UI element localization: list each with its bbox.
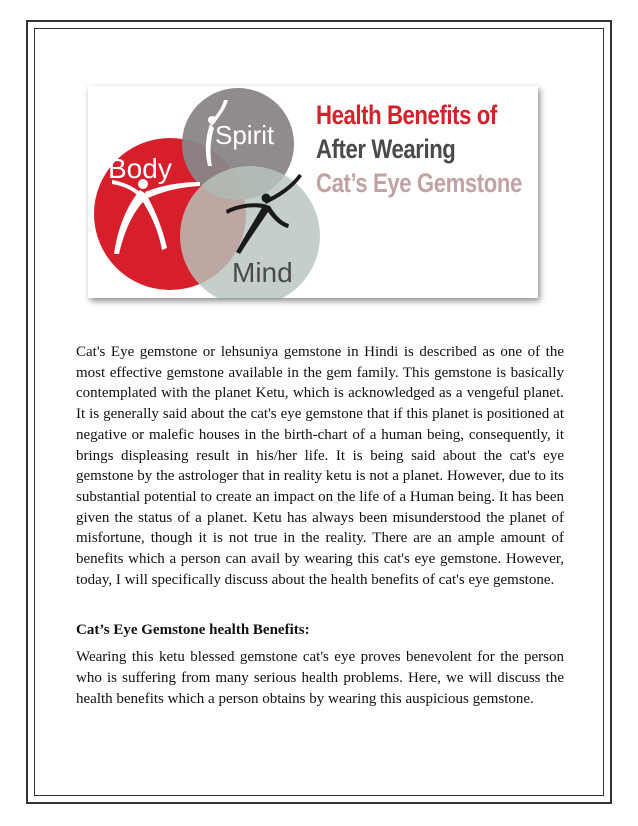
banner-title-line1: Health Benefits of <box>316 100 497 130</box>
mind-label: Mind <box>232 257 293 288</box>
body-paragraph: Wearing this ketu blessed gemstone cat's eye proves benevolent for the person who is suffering from many serious health problems. Here, we will discuss the health benefits which a person obtains by wearing this auspicious gemstone. <box>76 649 564 707</box>
header-banner-image <box>88 86 538 298</box>
body-label: Body <box>108 153 172 184</box>
section-heading: Cat’s Eye Gemstone health Benefits: <box>76 622 310 639</box>
banner-title-line3: Cat’s Eye Gemstone <box>316 168 522 198</box>
banner-title-line2: After Wearing <box>316 134 456 164</box>
intro-paragraph: Cat's Eye gemstone or lehsuniya gemstone in Hindi is described as one of the most effective gemstone available in the gem family. This gemstone is basically contemplated with the planet Ketu, which is acknowledged as a vengeful planet. It is generally said about the cat's eye gemstone that if this planet is positioned at negative or malefic houses in the birth-chart of a human being, consequently, it brings displeasing result in his/her life. It is being said about the cat's eye gemstone by the astrologer that in reality ketu is not a planet. However, due to its substantial potential to create an impact on the life of a Human being. It has been given the status of a planet. Ketu has always been misunderstood the planet of misfortune, though it is not true in the reality. There are an ample amount of benefits which a person can avail by wearing this cat's eye gemstone. However, today, I will specifically discuss about the health benefits of cat's eye gemstone. <box>76 344 564 588</box>
article-content <box>76 342 564 710</box>
spirit-label: Spirit <box>215 120 275 150</box>
